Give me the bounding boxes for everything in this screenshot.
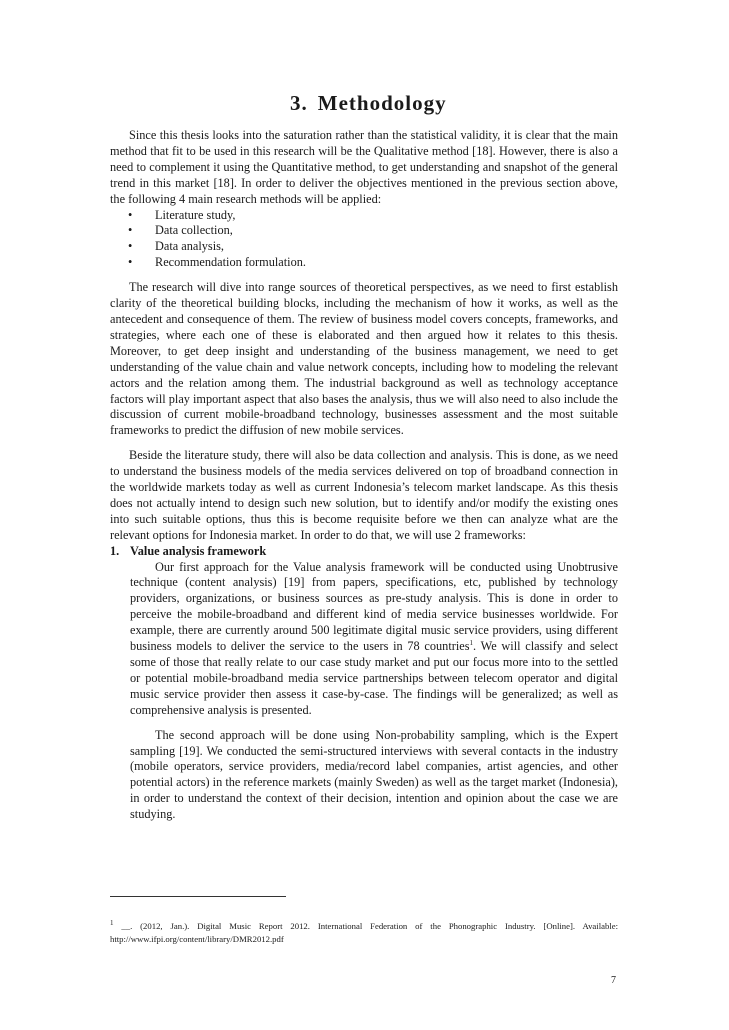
section-title: Methodology	[317, 91, 447, 115]
section-number: 3.	[290, 91, 308, 115]
methods-list	[110, 208, 618, 272]
footnote-marker: 1	[110, 919, 114, 928]
framework-body	[110, 560, 618, 824]
bullet: •	[128, 239, 133, 254]
footnote-reference: 1	[469, 639, 474, 647]
footnote-divider	[110, 896, 286, 897]
framework-number: 1.	[110, 543, 120, 558]
list-item: • Literature study,	[128, 207, 236, 222]
footnote-text: __. (2012, Jan.). Digital Music Report 2012. International Federation of the Phonographic Industry. [Online]. Available: http://www.ifpi.org/content/library/DMR2012.pdf	[110, 921, 618, 944]
bullet: •	[128, 255, 133, 270]
list-item: • Recommendation formulation.	[128, 255, 306, 270]
first-approach-paragraph: Our first approach for the Value analysis framework will be conducted using Unobtrusive technique (content analysis) [19] from papers, specifications, etc, published by technology providers, organizations, or business sources as pre-study analysis. This is done in order to perceive the mobile-broadband and different kind of media service businesses worldwide. For example, there are currently around 500 legitimate digital music service providers, using different business models to deliver the service to the users in 78 countries$^1$. We will classify and select some of those that really relate to our case study market and put our focus more into to the settled or potential mobile-broadband media service partnerships between telecom operator and digital music service provider then assess it case-by-case. The findings will be generalized; as well as comprehensive analysis is presented.	[130, 559, 619, 717]
intro-paragraph: Since this thesis looks into the saturation rather than the statistical validity, it is clear that the main method that fit to be used in this research will be the Qualitative method [18]. However, there is also a need to complement it using the Quantitative method, to get understanding and snapshot of the general trend in this market [18]. In order to deliver the objectives mentioned in the previous section above, the following 4 main research methods will be applied:	[110, 128, 618, 206]
framework-title: Value analysis framework	[130, 543, 267, 558]
list-item: • Data analysis,	[128, 239, 224, 254]
framework-heading	[110, 544, 618, 560]
data-collection-paragraph: Beside the literature study, there will also be data collection and analysis. This is done, as we need to understand the business models of the media services delivered on top of broadband connection in the worldwide markets today as well as current Indonesia’s telecom market landscape. As this thesis does not actually intend to design such new solution, but to identify and/or modify the existing ones into such suitable options, thus this is become requisite before we then can analyze what are the relevant options for Indonesia market. In order to do that, we will use 2 frameworks:	[110, 448, 618, 542]
list-item: • Data collection,	[128, 223, 233, 238]
literature-paragraph: The research will dive into range sources of theoretical perspectives, as we need to first establish clarity of the theoretical building blocks, including the mechanism of how it works, as well as the antecedent and consequence of them. The review of business model covers concepts, frameworks, and strategies, where each one of these is elaborated and then argued how it relates to this thesis. Moreover, to get deep insight and understanding of the business management, we need to get understanding of the value chain and value network concepts, including how to modeling the relevant actors and the relation among them. The industrial background as well as technology acceptance factors will play important aspect that also bases the analysis, thus we will also need to also include the discussion of current mobile-broadband technology, businesses assessment and the most suitable frameworks to predict the diffusion of new mobile services.	[110, 280, 618, 438]
body-text	[110, 128, 618, 823]
bullet: •	[128, 223, 133, 238]
second-approach-paragraph: The second approach will be done using Non-probability sampling, which is the Expert sampling [19]. We conducted the semi-structured interviews with several contacts in the industry (mobile operators, service providers, media/record label companies, artist agencies, and other potential actors) in the reference markets (mainly Sweden) as well as the target market (Indonesia), in order to understand the context of their decision, intention and opinion about the case we are studying.	[130, 727, 618, 822]
footnote	[110, 920, 618, 946]
section-heading	[290, 91, 447, 116]
page-number: 7	[611, 975, 616, 986]
bullet: •	[128, 207, 133, 222]
